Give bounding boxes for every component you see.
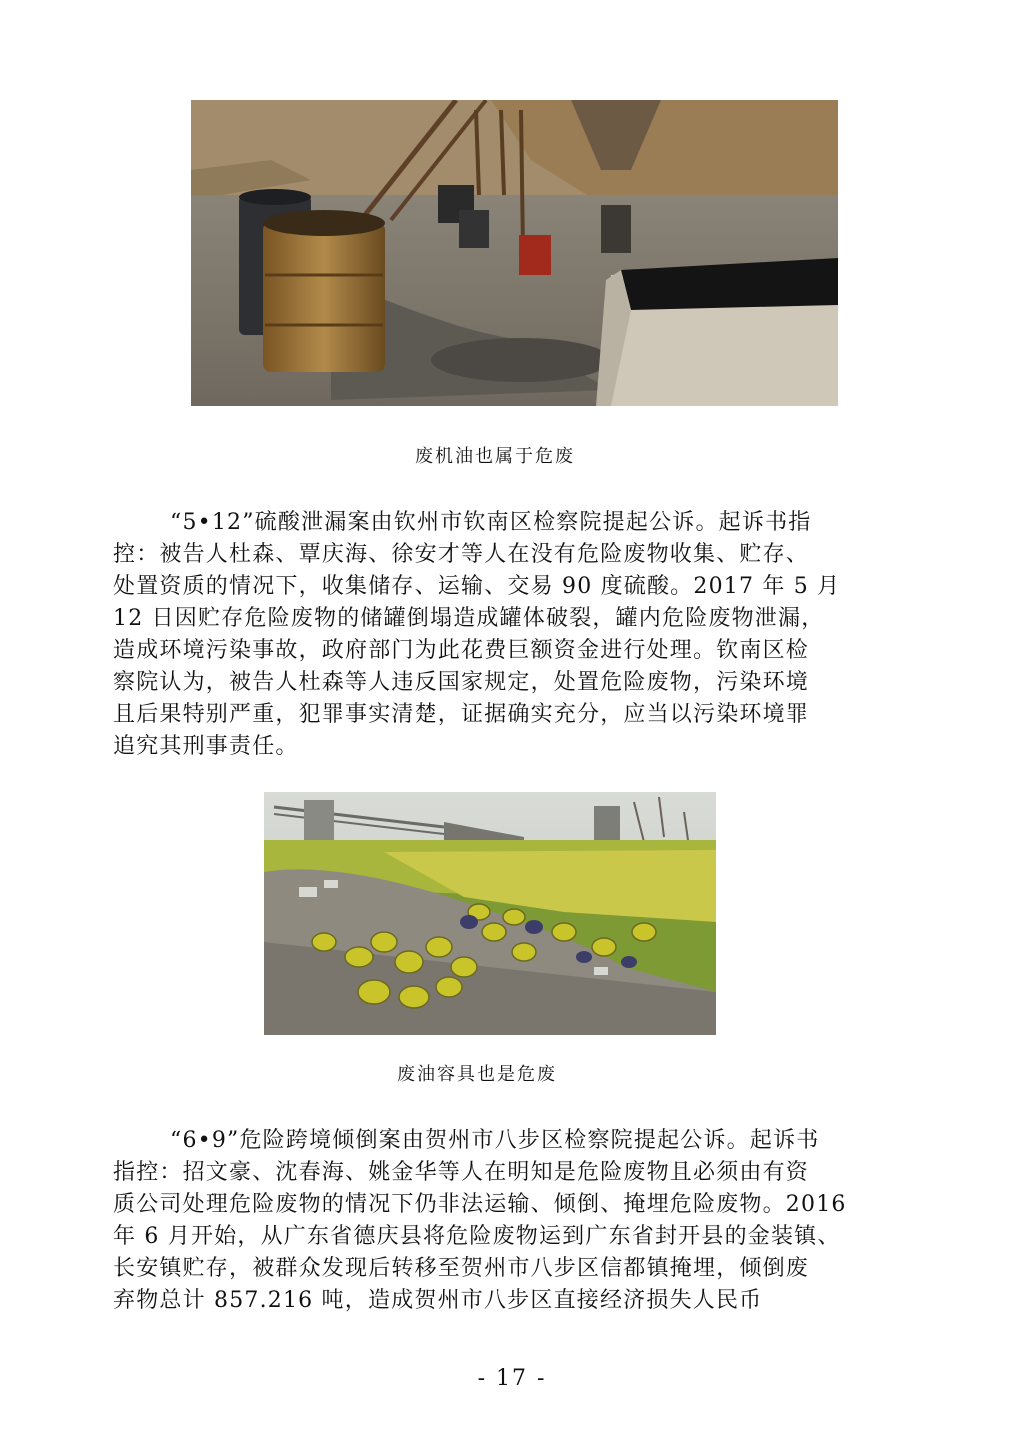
paragraph-line: 质公司处理危险废物的情况下仍非法运输、倾倒、掩埋危险废物。2016 <box>113 1192 847 1217</box>
waste-oil-cans-photo <box>264 792 716 1035</box>
waste-oil-cans-photo-graphic <box>264 792 716 1035</box>
paragraph-line: “5•12”硫酸泄漏案由钦州市钦南区检察院提起公诉。起诉书指 <box>170 510 812 535</box>
paragraph-line: “6•9”危险跨境倾倒案由贺州市八步区检察院提起公诉。起诉书 <box>170 1128 820 1153</box>
paragraph-line: 追究其刑事责任。 <box>113 734 299 759</box>
paragraph-line: 处置资质的情况下，收集储存、运输、交易 90 度硫酸。2017 年 5 月 <box>113 574 841 599</box>
paragraph-line: 且后果特别严重，犯罪事实清楚，证据确实充分，应当以污染环境罪 <box>113 702 810 727</box>
paragraph-line: 长安镇贮存，被群众发现后转移至贺州市八步区信都镇掩埋，倾倒废 <box>113 1256 810 1281</box>
paragraph-line: 指控：招文豪、沈春海、姚金华等人在明知是危险废物且必须由有资 <box>113 1160 810 1185</box>
paragraph-line: 控：被告人杜森、覃庆海、徐安才等人在没有危险废物收集、贮存、 <box>113 542 810 567</box>
case-paragraph-5-12 <box>113 507 913 763</box>
paragraph-line: 年 6 月开始，从广东省德庆县将危险废物运到广东省封开县的金装镇、 <box>113 1224 841 1249</box>
paragraph-line: 造成环境污染事故，政府部门为此花费巨额资金进行处理。钦南区检 <box>113 638 810 663</box>
waste-oil-photo-graphic <box>191 100 838 406</box>
figure-caption: 废油容具也是危废 <box>397 1064 557 1085</box>
paragraph-line: 察院认为，被告人杜森等人违反国家规定，处置危险废物，污染环境 <box>113 670 810 695</box>
paragraph-line: 弃物总计 857.216 吨，造成贺州市八步区直接经济损失人民币 <box>113 1288 763 1313</box>
figure-caption: 废机油也属于危废 <box>415 446 575 467</box>
case-paragraph-6-9 <box>113 1125 913 1317</box>
waste-oil-photo <box>191 100 838 406</box>
page-number: - 17 - <box>477 1366 547 1391</box>
paragraph-line: 12 日因贮存危险废物的储罐倒塌造成罐体破裂，罐内危险废物泄漏， <box>113 606 825 631</box>
